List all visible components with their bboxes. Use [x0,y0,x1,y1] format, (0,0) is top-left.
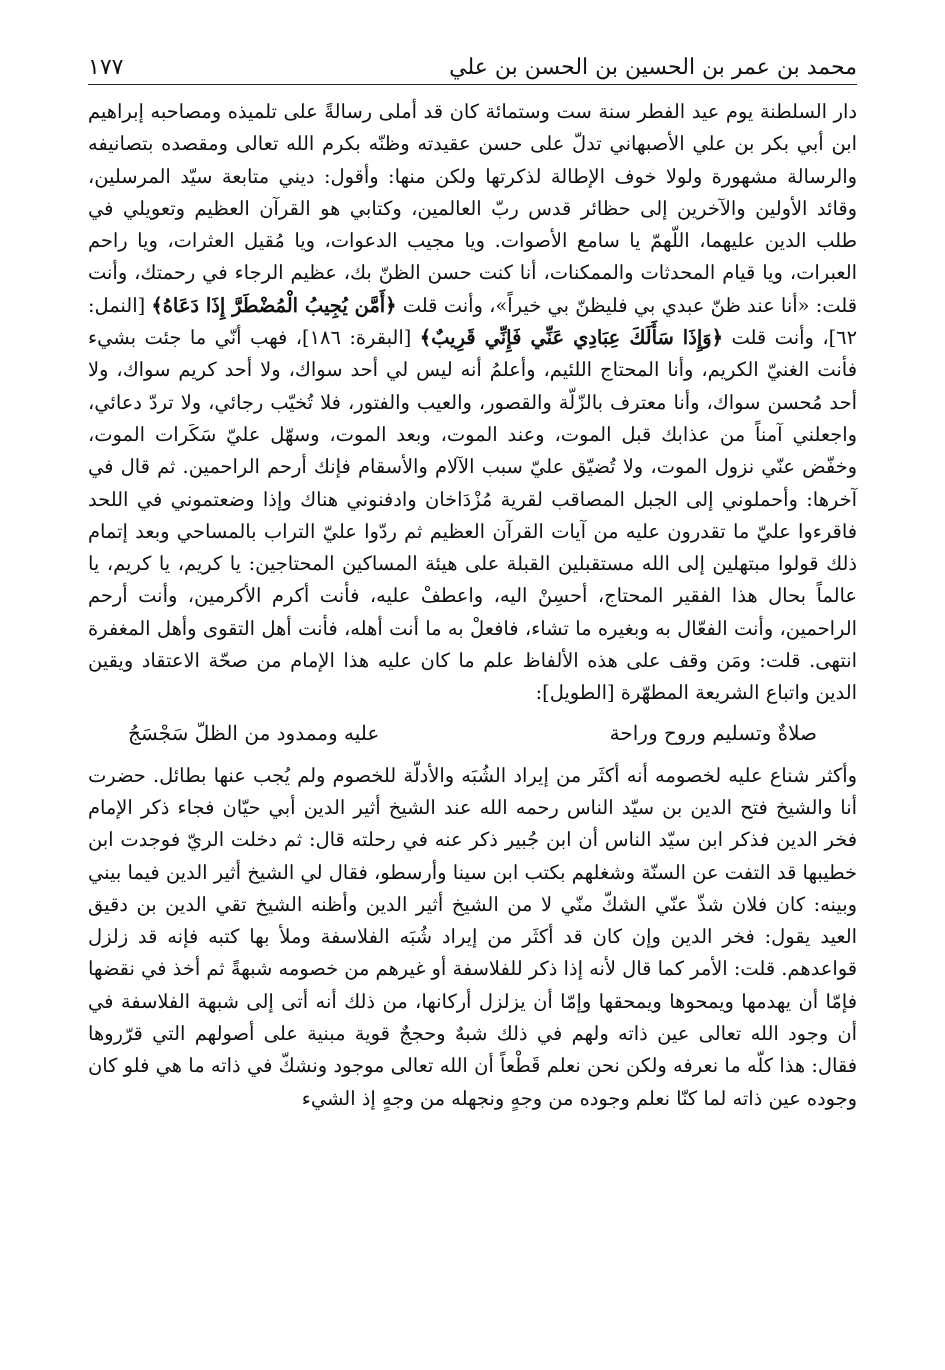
quran-verse: ﴿وَإِذَا سَأَلَكَ عِبَادِي عَنِّي فَإِنِّي قَرِيبٌ﴾ [419,326,723,350]
paragraph-2: وأكثر شناع عليه لخصومه أنه أكثَر من إيراد الشُبَه والأدلّة للخصوم ولم يُجب عنها بطائل. حضرت أنا والشيخ فتح الدين بن سيّد الناس رحمه الله عند الشيخ أثير الدين أبي حيّان فجاء ذكر الإمام فخر الدين فذكر ابن سيّد الناس أن ابن جُبير ذكر عنه في رحلته قال: ثم دخلت الريّ فوجدت ابن خطيبها قد التفت عن السنّة وشغلهم بكتب ابن سينا وأرسطو، فقال لي الشيخ أثير الدين فيما بيني وبينه: كان فلان شذّ عنّي الشكّ منّي لا من الشيخ أثير الدين وأظنه الشيخ تقي الدين بن دقيق العيد يقول: فخر الدين وإن كان قد أكثَر من إيراد شُبَه الفلاسفة وملأ بها كتبه فإنه قد زلزل قواعدهم. قلت: الأمر كما قال لأنه إذا ذكر للفلاسفة أو غيرهم من خصومه شبهةً ثم أخذ في نقضها فإمّا أن يهدمها ويمحوها ويمحقها وإمّا أن يزلزل أركانها، من ذلك أنه أتى إلى شبهة الفلاسفة في أن وجود الله تعالى عين ذاته ولهم في ذلك شبهٌ وحججٌ قوية مبنية على أصولهم التي قرّروها فقال: هذا كلّه ما نعرفه ولكن نحن نعلم قَطْعاً أن الله تعالى موجود ونشكّ في ذاته ما هي فلو كان وجوده عين ذاته لما كنّا نعلم وجوده من وجهٍ ونجهله من وجهٍ إذ الشيء [88,763,857,1110]
text-segment: [النمل: ٦٢]، وأنت قلت [88,293,858,350]
text-segment: [البقرة: ١٨٦]، فهب أنّي ما جئت بشيء فأنت الغنيّ الكريم، وأنا المحتاج اللئيم، وأعلمُ أنه ليس لي أحد سواك، ولا أحد كريم سواك، ولا أحد مُحسن سواك، وأنا معترف بالزّلّة والقصور، والعيب والفتور، فلا تُخيّب رجائي، ولا تردّ دعائي، واجعلني آمناً من عذابك قبل الموت، وعند الموت، وبعد الموت، وسهّل عليّ سَكَرات الموت، وخفّض عنّي نزول الموت، ولا تُضيّق عليّ سبب الآلام والأسقام فإنك أرحم الراحمين. ثم قال في آخرها: وأحملوني إلى الجبل المصاقب لقرية مُزْدَاخان وادفنوني هناك وإذا وضعتموني في اللحد فاقرءوا عليّ ما تقدرون عليه من آيات القرآن العظيم ثم ردّوا عليّ التراب بالمساحي وبعد إتمام ذلك قولوا مبتهلين إلى الله مستقبلين القبلة على هيئة المساكين المحتاجين: يا كريم، يا كريم، يا عالماً بحال هذا الفقير المحتاج، أحسِنْ اليه، واعطفْ عليه، فأنت أكرم الأكرمين، وأنت أرحم الراحمين، وأنت الفعّال به وبغيره ما تشاء، فافعلْ به ما أنت أهله، فأنت أهل التقوى وأهل المغفرة انتهى. قلت: ومَن وقف على هذه الألفاظ علم ما كان عليه هذا الإمام من صحّة الاعتقاد ويقين الدين واتباع الشريعة المطهّرة [الطويل]: [88,326,857,705]
text-segment: دار السلطنة يوم عيد الفطر سنة ست وستمائة كان قد أملى رسالةً على تلميذه ومصاحبه إبراهيم ابن أبي بكر بن علي الأصبهاني تدلّ على حسن عقيدته وظنّه بكرم الله تعالى ومقصده بتصانيفه والرسالة مشهورة ولولا خوف الإطالة لذكرتها ولكن منها: وأقول: ديني متابعة سيّد المرسلين، وقائد الأولين والآخرين إلى حظائر قدس ربّ العالمين، وكتابي هو القرآن العظيم وتعويلي في طلب الدين عليهما، اللّهمّ يا سامع الأصوات. ويا مجيب الدعوات، ويا مُقيل العثرات، ويا راحم العبرات، ويا قيام المحدثات والممكنات، أنا كنت حسن الظنّ بك، عظيم الرجاء في رحمتك، وأنت قلت: «أنا عند ظنّ عبدي بي فليظنّ بي خيراً»، وأنت قلت [88,100,857,317]
verse-first-hemistich: صلاةٌ وتسليم وروح وراحة [609,720,817,745]
quran-verse: ﴿أَمَّن يُجِيبُ الْمُضْطَرَّ إِذَا دَعَاهُ﴾ [151,293,397,317]
main-text [88,96,857,1115]
running-title: محمد بن عمر بن الحسين بن الحسن بن علي [449,55,857,80]
page-number: ١٧٧ [88,55,124,80]
verse-second-hemistich: عليه وممدود من الظلّ سَجْسَجُ [128,720,380,745]
paragraph-1 [88,96,857,710]
poetry-verse [88,710,857,760]
page-header [88,38,857,85]
